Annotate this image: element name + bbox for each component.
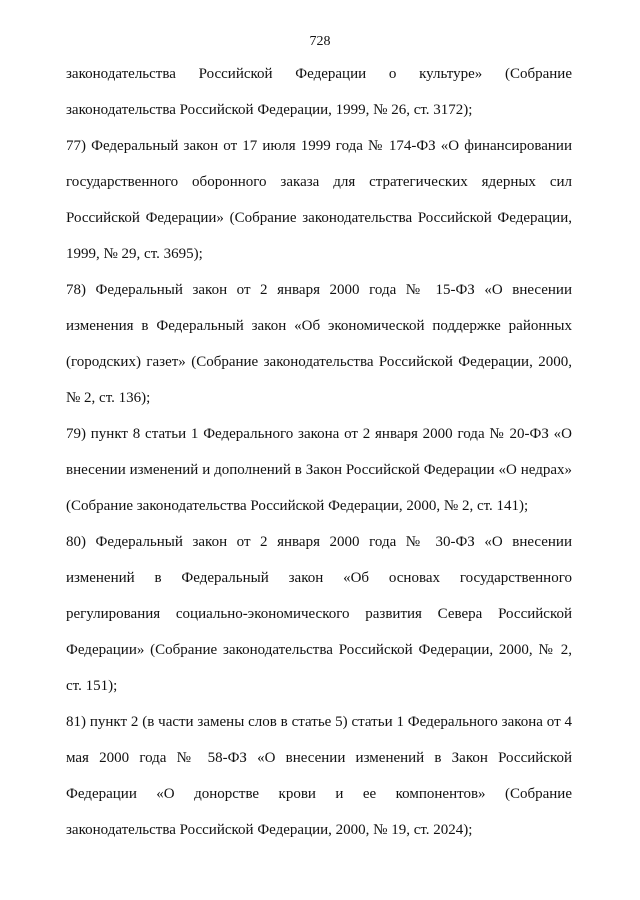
paragraph-item-78: 78) Федеральный закон от 2 января 2000 года № 15-ФЗ «О внесении изменения в Федеральный закон «Об экономической поддержке районных (городских) газет» (Собрание законодательства Российской Федерации, 2000, № 2, ст. 136);: [66, 282, 572, 406]
paragraph-item-80: 80) Федеральный закон от 2 января 2000 года № 30-ФЗ «О внесении изменений в Федеральный закон «Об основах государственного регулирования социально-экономического развития Севера Российской Федерации» (Собрание законодательства Российской Федерации, 2000, № 2, ст. 151);: [66, 534, 572, 694]
paragraph-item-77: 77) Федеральный закон от 17 июля 1999 года № 174-ФЗ «О финансировании государственного оборонного заказа для стратегических ядерных сил Российской Федерации» (Собрание законодательства Российской Федерации, 1999, № 29, ст. 3695);: [66, 138, 572, 262]
paragraph-item-81: 81) пункт 2 (в части замены слов в статье 5) статьи 1 Федерального закона от 4 мая 2000 года № 58-ФЗ «О внесении изменений в Закон Российской Федерации «О донорстве крови и ее компонентов» (Собрание законодательства Российской Федерации, 2000, № 19, ст. 2024);: [66, 714, 572, 838]
document-body: [66, 56, 572, 848]
paragraph-item-79: 79) пункт 8 статьи 1 Федерального закона от 2 января 2000 года № 20-ФЗ «О внесении изменений и дополнений в Закон Российской Федерации «О недрах» (Собрание законодательства Российской Федерации, 2000, № 2, ст. 141);: [66, 426, 572, 514]
page-number: 728: [309, 34, 331, 49]
paragraph-continuation: законодательства Российской Федерации о культуре» (Собрание законодательства Российской Федерации, 1999, № 26, ст. 3172);: [66, 66, 572, 118]
